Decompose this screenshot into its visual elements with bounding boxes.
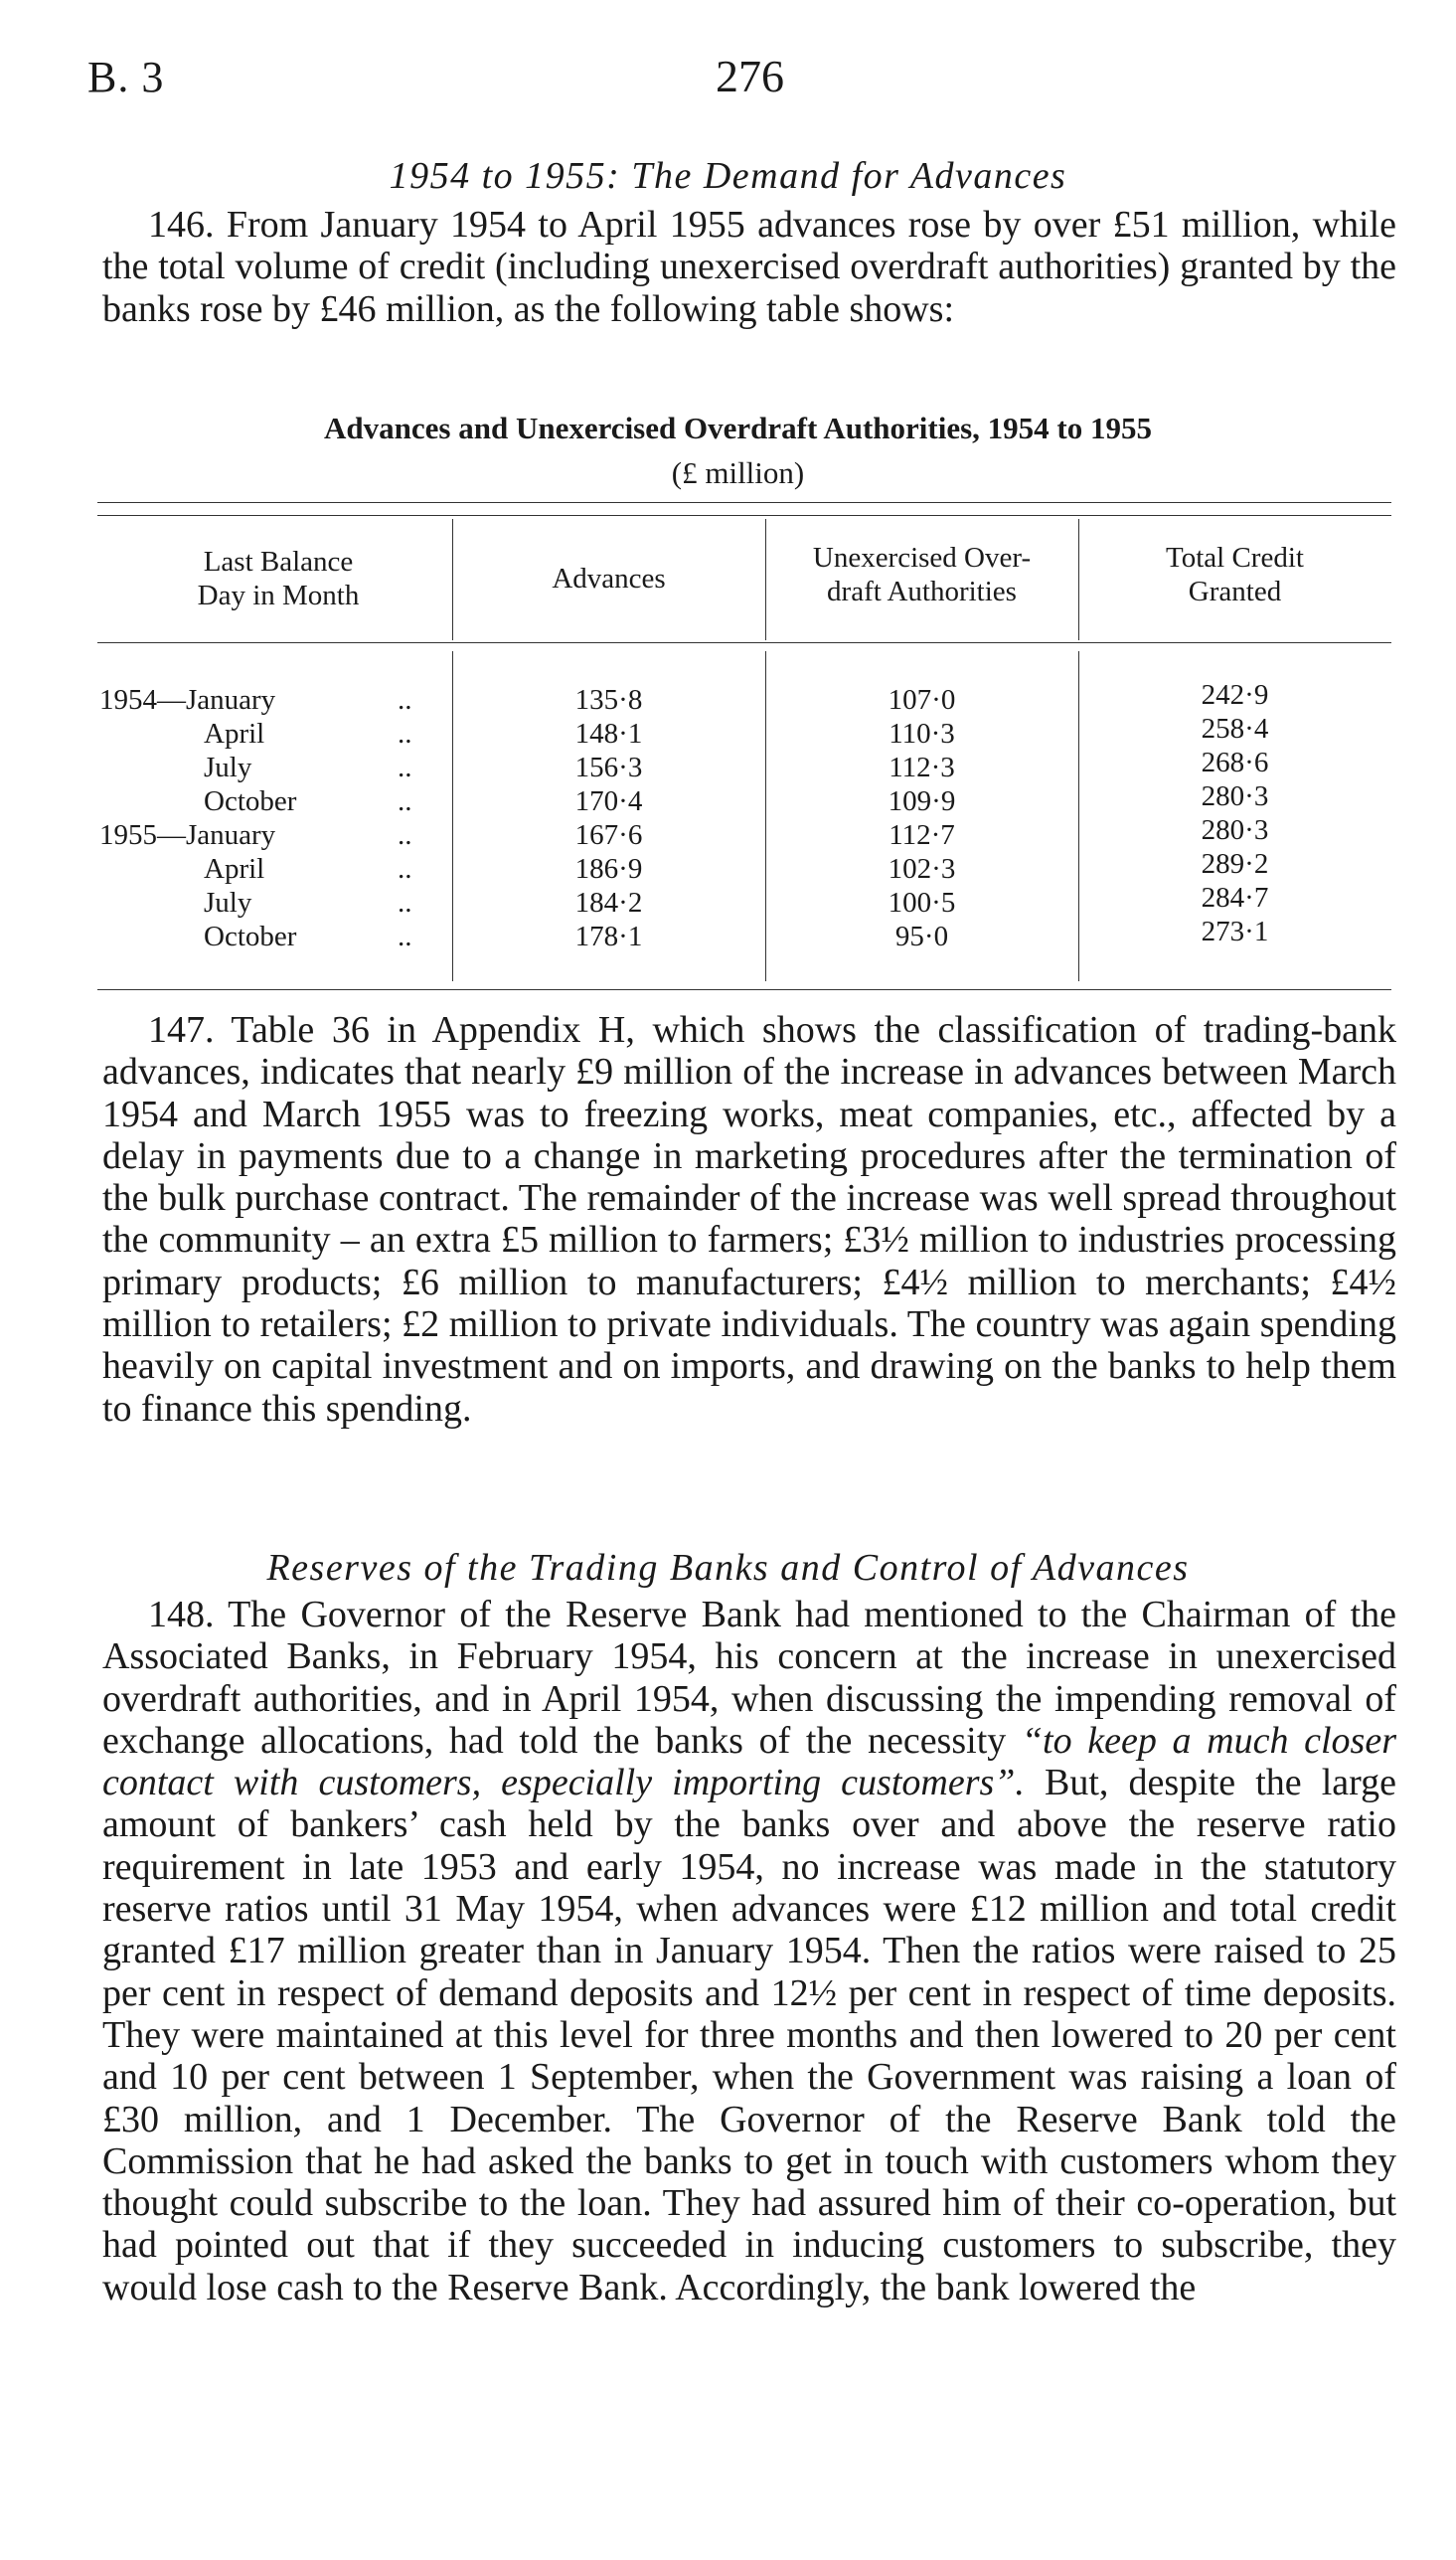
leader-dots: .. — [398, 684, 412, 716]
table-row-label: July — [204, 887, 252, 919]
column-header-period: Last Balance Day in Month — [197, 546, 360, 611]
cell-total: 280·3 — [1201, 780, 1269, 812]
table-title: Advances and Unexercised Overdraft Authorities, 1954 to 1955 — [324, 411, 1152, 445]
page-number: 276 — [716, 51, 784, 101]
cell-unexercised: 95·0 — [894, 921, 949, 952]
paragraph-147-text: 147. Table 36 in Appendix H, which shows the classification of trading-bank advances, indicates that nearly £9 million of the increase in advances between March 1954 and March 1955 was to freezing works, meat companies, etc., affected by a delay in payments due to a change in marketing procedures after the termination of the bulk purchase contract. The remainder of the increase was well spread throughout the community – an extra £5 million to farmers; £3½ million to industries processing primary products; £6 million to manufacturers; £4½ million to merchants; £4½ million to retailers; £2 million to private individuals. The country was again spending heavily on capital investment and on imports, and drawing on the banks to help them to finance this spending. — [102, 1009, 1396, 1430]
table-row-label: 1955—January — [99, 819, 276, 851]
cell-unexercised: 110·3 — [889, 718, 955, 750]
table-bottom-rule — [97, 989, 1391, 990]
cell-advances: 135·8 — [574, 684, 643, 716]
table-row-label: 1954—January — [99, 684, 276, 716]
cell-advances: 170·4 — [574, 785, 643, 817]
table-row-label: October — [204, 785, 297, 817]
table-row-label: April — [204, 718, 265, 750]
cell-advances: 184·2 — [574, 887, 643, 919]
table-row-label: July — [204, 752, 252, 783]
table-header-rule — [97, 642, 1391, 643]
leader-dots: .. — [398, 785, 412, 817]
cell-advances: 156·3 — [574, 752, 643, 783]
column-header-advances: Advances — [552, 563, 666, 595]
section-heading-reserves: Reserves of the Trading Banks and Control of Advances — [266, 1547, 1190, 1589]
cell-total: 268·6 — [1201, 747, 1269, 778]
paragraph-148-text: 148. The Governor of the Reserve Bank had mentioned to the Chairman of the Associated Banks, in February 1954, his concern at the increase in unexercised overdraft authorities, and in April 1954, when discussing the impending removal of exchange allocations, had told the banks of the necessity “to keep a much closer contact with customers, especially importing customers”. But, despite the large amount of bankers’ cash held by the banks over and above the reserve ratio requirement in late 1953 and early 1954, no increase was made in the statutory reserve ratios until 31 May 1954, when advances were £12 million and total credit granted £17 million greater than in January 1954. Then the ratios were raised to 25 per cent in respect of demand deposits and 12½ per cent in respect of time deposits. They were maintained at this level for three months and then lowered to 20 per cent and 10 per cent between 1 September, when the Government was raising a loan of £30 million, and 1 December. The Governor of the Reserve Bank told the Commission that he had asked the banks to get in touch with customers whom they thought could subscribe to the loan. They had assured him of their co-operation, but had pointed out that if they succeeded in inducing customers to subscribe, they would lose cash to the Reserve Bank. Accordingly, the bank lowered the — [102, 1594, 1396, 2308]
leader-dots: .. — [398, 718, 412, 750]
table-body-divider-3 — [1078, 651, 1079, 981]
table-row-label: October — [204, 921, 297, 952]
table-divider-1 — [452, 519, 453, 640]
cell-unexercised: 112·3 — [889, 752, 955, 783]
leader-dots: .. — [398, 853, 412, 885]
leader-dots: .. — [398, 887, 412, 919]
cell-unexercised: 109·9 — [888, 785, 956, 817]
leader-dots: .. — [398, 819, 412, 851]
table-units: (£ million) — [671, 455, 805, 490]
leader-dots: .. — [398, 921, 412, 952]
section-heading-demand: 1954 to 1955: The Demand for Advances — [389, 155, 1067, 197]
table-top-rule-inner — [97, 515, 1391, 516]
table-divider-2 — [765, 519, 766, 640]
cell-total: 289·2 — [1201, 848, 1269, 880]
governor-quote: “to keep a much closer contact with customers, especially importing customers”. — [102, 1719, 1396, 1804]
table-divider-3 — [1078, 519, 1079, 640]
cell-total: 242·9 — [1201, 679, 1269, 711]
cell-unexercised: 102·3 — [888, 853, 956, 885]
cell-total: 280·3 — [1201, 814, 1269, 846]
cell-total: 273·1 — [1201, 916, 1269, 947]
table-top-rule — [97, 502, 1391, 503]
paragraph-148 — [102, 1594, 1396, 2308]
cell-unexercised: 100·5 — [888, 887, 956, 919]
paragraph-147 — [102, 1009, 1396, 1430]
section-mark: B. 3 — [87, 53, 165, 101]
column-header-total: Total Credit Granted — [1166, 542, 1304, 607]
cell-advances: 148·1 — [574, 718, 643, 750]
paragraph-146-text: 146. From January 1954 to April 1955 advances rose by over £51 million, while the total volume of credit (including unexercised overdraft authorities) granted by the banks rose by £46 million, as the following table shows: — [102, 204, 1396, 330]
cell-advances: 186·9 — [574, 853, 643, 885]
cell-advances: 167·6 — [574, 819, 643, 851]
cell-total: 258·4 — [1201, 713, 1269, 745]
cell-unexercised: 112·7 — [889, 819, 955, 851]
table-body-divider-1 — [452, 651, 453, 981]
table-body-divider-2 — [765, 651, 766, 981]
cell-advances: 178·1 — [574, 921, 643, 952]
table-row-label: April — [204, 853, 265, 885]
cell-unexercised: 107·0 — [888, 684, 956, 716]
cell-total: 284·7 — [1201, 882, 1269, 914]
paragraph-146 — [102, 204, 1396, 330]
column-header-unexercised: Unexercised Over- draft Authorities — [812, 542, 1032, 607]
leader-dots: .. — [398, 752, 412, 783]
